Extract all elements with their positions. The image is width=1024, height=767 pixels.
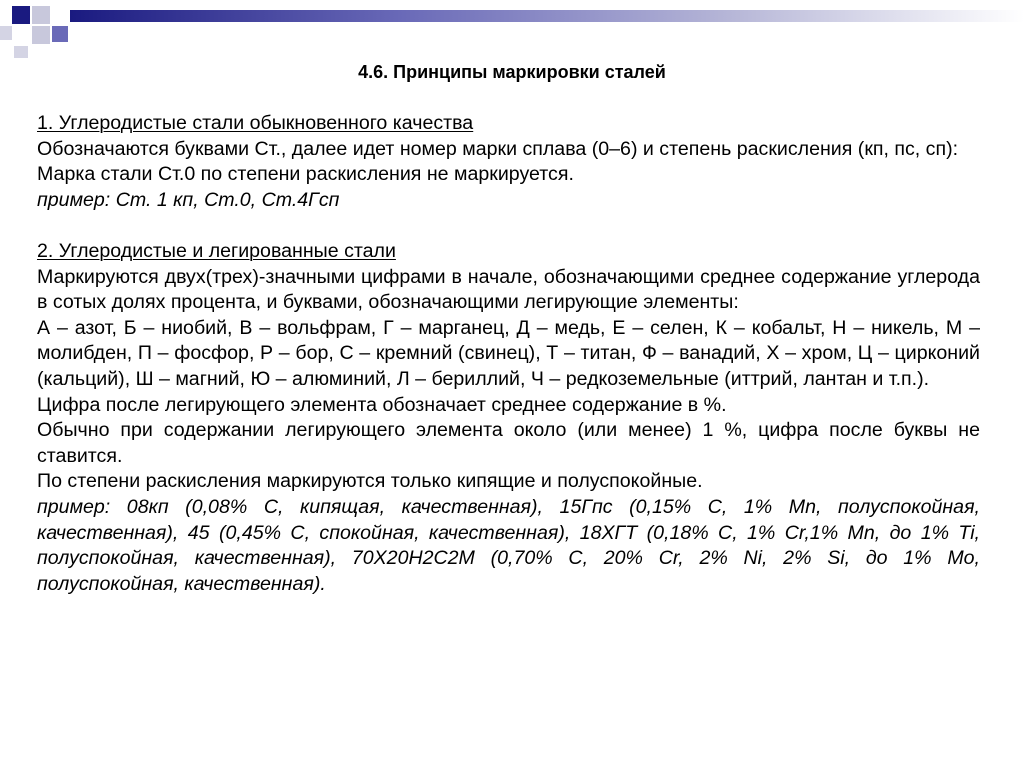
header-gradient-bar [70,10,1024,22]
deco-square-dark [12,6,30,24]
section2-heading: 2. Углеродистые и легированные стали [37,239,396,262]
deco-square-mid [52,26,68,42]
section1-paragraph: Обозначаются буквами Ст., далее идет номер марки сплава (0–6) и степень раскисления (кп, пс, сп): [37,137,959,160]
slide-title: 4.6. Принципы маркировки сталей [358,62,666,82]
section2-paragraph: Маркируются двух(трех)-значными цифрами в начале, обозначающими среднее содержание углерода в сотых долях процента, и буквами, обозначающими легирующие элементы: [37,265,980,314]
section1-heading: 1. Углеродистые стали обыкновенного качества [37,112,474,134]
deco-square-light [0,26,12,40]
header-decoration [0,0,1024,60]
section2-paragraph: Обычно при содержании легирующего элемента около (или менее) 1 %, цифра после буквы не ставится. [37,419,980,467]
deco-square-light [32,6,50,24]
deco-square-light [32,26,50,44]
section1-paragraph: Марка стали Ст.0 по степени раскисления не маркируется. [37,163,574,186]
slide-content [37,111,980,597]
section2-example: пример: 08кп (0,08% С, кипящая, качественная), 15Гпс (0,15% С, 1% Mn, полуспокойная, качественная), 45 (0,45% С, спокойная, качественная), 18ХГТ (0,18% С, 1% Cr,1% Mn, до 1% Ti, полуспокойная, качественная), 70Х20Н2С2М (0,70% С, 20% Cr, 2% Ni, 2% Si, до 1% Mo, полуспокойная, качественная). [37,495,980,595]
section1-example: пример: Ст. 1 кп, Ст.0, Ст.4Гсп [37,188,340,211]
section2-paragraph: По степени раскисления маркируются только кипящие и полуспокойные. [37,470,703,493]
spacer [37,213,980,239]
section2-paragraph: А – азот, Б – ниобий, В – вольфрам, Г – марганец, Д – медь, Е – селен, К – кобальт, Н – никель, М – молибден, П – фосфор, Р – бор, С – кремний (свинец), Т – титан, Ф – ванадий, Х – хром, Ц – цирконий (кальций), Ш – магний, Ю – алюминий, Л – бериллий, Ч – редкоземельные (иттрий, лантан и т.п.). [37,316,980,390]
section2-paragraph: Цифра после легирующего элемента обозначает среднее содержание в %. [37,393,727,416]
deco-square-light [14,46,28,58]
